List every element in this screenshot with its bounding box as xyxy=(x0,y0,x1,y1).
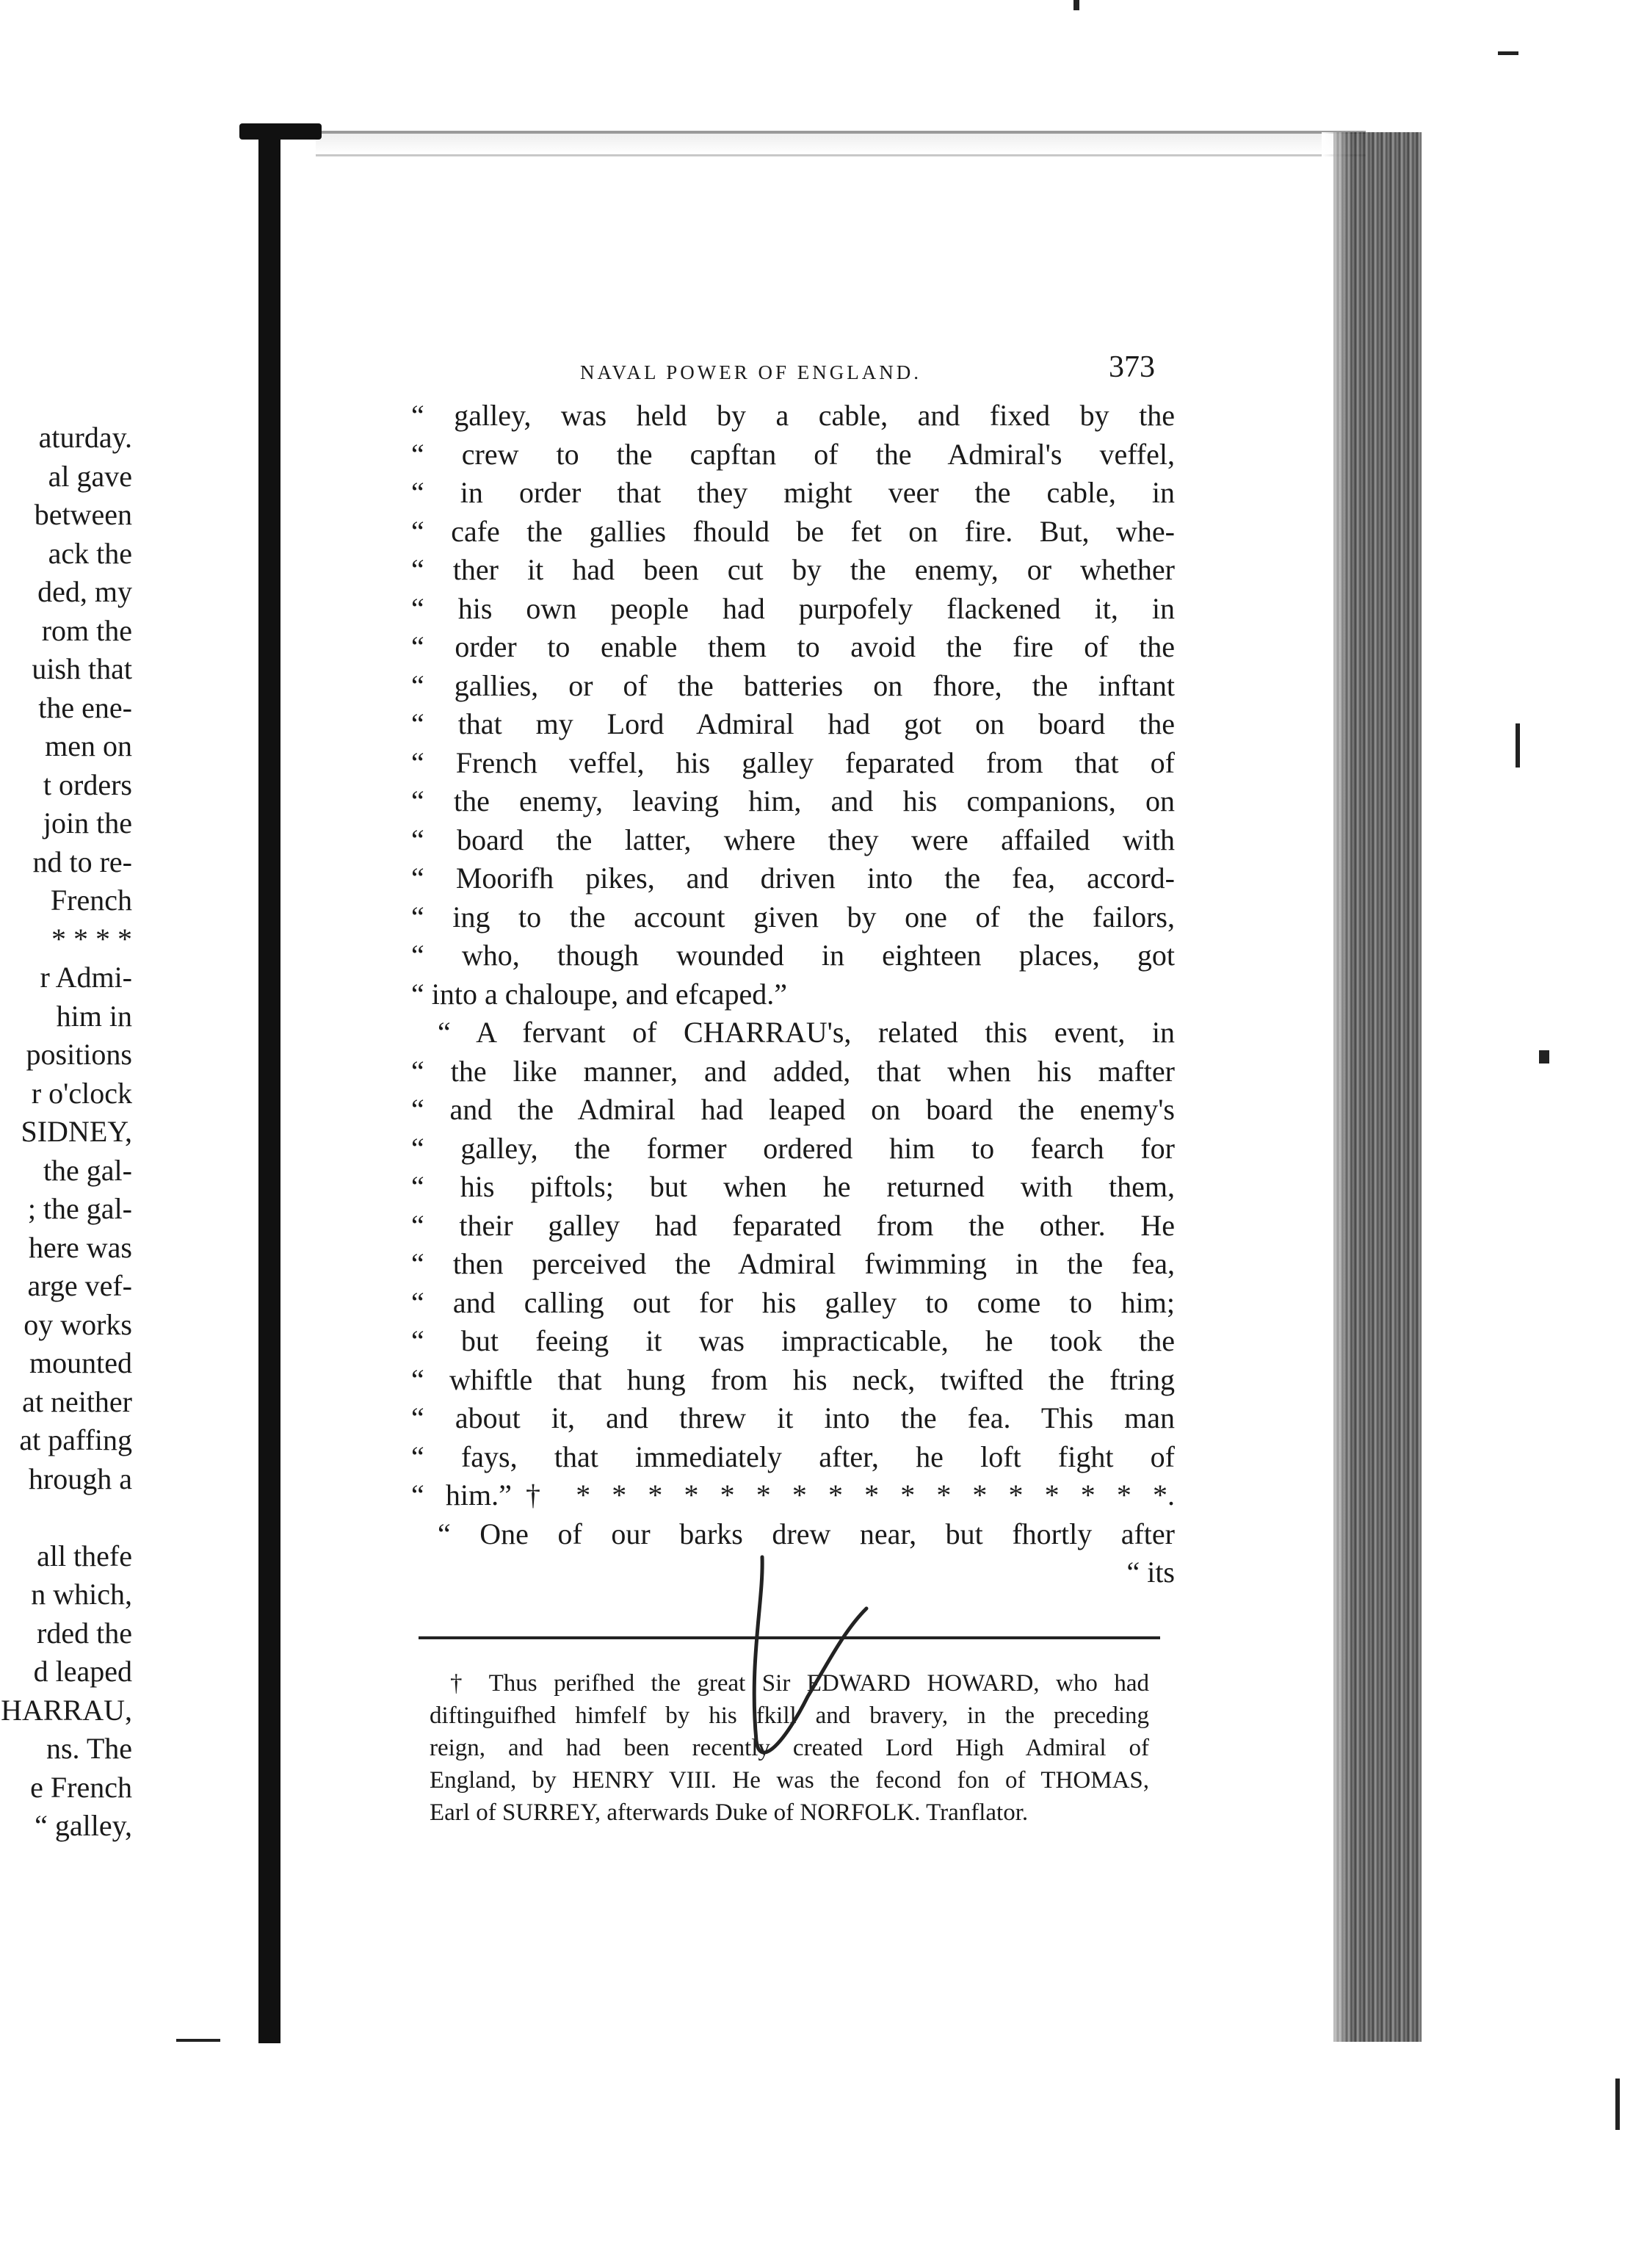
left-line: him in xyxy=(56,999,132,1033)
left-line: all thefe xyxy=(37,1539,132,1572)
left-line: mounted xyxy=(29,1346,132,1379)
gutter-shadow-top xyxy=(239,123,322,140)
page-number: 373 xyxy=(1109,350,1155,384)
scan-speck xyxy=(1539,1050,1549,1063)
main-page xyxy=(411,345,1175,1592)
text-line: “ whiftle that hung from his neck, twifted the ftring xyxy=(411,1362,1175,1396)
text-line: “ galley, the former ordered him to fearch for xyxy=(411,1131,1175,1165)
left-line: rded the xyxy=(37,1616,132,1650)
left-line: hrough a xyxy=(28,1462,132,1495)
text-line: “ their galley had feparated from the other. He xyxy=(411,1208,1175,1242)
text-line: “ ing to the account given by one of the failors, xyxy=(411,900,1175,933)
left-line: SIDNEY, xyxy=(21,1115,132,1148)
left-line: r o'clock xyxy=(31,1076,132,1110)
left-line: at paffing xyxy=(19,1423,132,1456)
text-line: “ into a chaloupe, and efcaped.” xyxy=(411,977,787,1011)
left-line: the ene- xyxy=(38,690,132,724)
left-line xyxy=(0,1498,132,1537)
left-line: men on xyxy=(45,729,132,762)
text-line: “ who, though wounded in eighteen places, got xyxy=(411,939,1175,972)
left-line: rom the xyxy=(41,613,132,647)
text-line: “ the enemy, leaving him, and his companions, on xyxy=(411,784,1175,817)
text-line: “ French veffel, his galley feparated from that of xyxy=(411,745,1175,779)
text-line: “ and calling out for his galley to come to him; xyxy=(411,1285,1175,1319)
left-line: t orders xyxy=(43,768,132,801)
text-line: “ that my Lord Admiral had got on board the xyxy=(411,707,1175,740)
left-line: join the xyxy=(43,806,132,839)
text-line: “ but feeing it was impracticable, he took the xyxy=(411,1324,1175,1357)
running-head xyxy=(411,345,1175,397)
footnote-line: Earl of SURREY, afterwards Duke of NORFOLK. Tranflator. xyxy=(430,1799,1029,1826)
text-line: “ crew to the capftan of the Admiral's veffel, xyxy=(411,437,1175,471)
fore-edge-fade xyxy=(1322,132,1351,2042)
left-line: n which, xyxy=(31,1578,132,1611)
running-title: NAVAL POWER OF ENGLAND. xyxy=(580,361,922,383)
left-line: the gal- xyxy=(43,1153,132,1187)
text-line: “ in order that they might veer the cable, in xyxy=(411,476,1175,509)
text-line: “ One of our barks drew near, but fhortly after xyxy=(438,1517,1175,1550)
footnote-line: diftinguifhed himfelf by his fkill and bravery, in the preceding xyxy=(430,1702,1149,1729)
left-line: between xyxy=(34,498,132,531)
gutter-shadow xyxy=(258,126,280,2043)
text-line: “ and the Admiral had leaped on board the enemy's xyxy=(411,1093,1175,1126)
text-line: “ him.”† * * * * * * * * * * * * * * * * *. xyxy=(411,1478,1175,1512)
scan-speck xyxy=(176,2039,220,2042)
footnote-line: † Thus perifhed the great Sir EDWARD HOWARD, who had xyxy=(450,1670,1149,1697)
left-line: “ galley, xyxy=(35,1809,132,1842)
scan-speck xyxy=(1073,0,1079,10)
text-line: “ then perceived the Admiral fwimming in the fea, xyxy=(411,1247,1175,1280)
left-line: r Admi- xyxy=(40,961,132,994)
text-line: “ Moorifh pikes, and driven into the fea, accord- xyxy=(411,862,1175,895)
left-line: d leaped xyxy=(33,1655,132,1688)
left-line: French xyxy=(50,884,132,917)
text-line: “ cafe the gallies fhould be fet on fire. But, whe- xyxy=(411,514,1175,548)
left-line: HARRAU, xyxy=(1,1693,132,1727)
left-line: ns. The xyxy=(46,1732,132,1765)
page-top-edge xyxy=(316,131,1366,156)
left-line: ack the xyxy=(48,536,132,570)
footnote-line: England, by HENRY VIII. He was the fecond fon of THOMAS, xyxy=(430,1767,1149,1794)
left-page-fragments xyxy=(0,419,132,1846)
left-line: nd to re- xyxy=(32,845,132,878)
text-line: “ gallies, or of the batteries on fhore, the inftant xyxy=(411,668,1175,702)
text-line: “ his piftols; but when he returned with them, xyxy=(411,1170,1175,1203)
left-line: at neither xyxy=(22,1384,132,1418)
text-line: “ his own people had purpofely flackened it, in xyxy=(411,591,1175,625)
text-line: “ fays, that immediately after, he loft fight of xyxy=(411,1440,1175,1473)
text-line: “ galley, was held by a cable, and fixed by the xyxy=(411,399,1175,432)
left-line: ; the gal- xyxy=(27,1192,132,1225)
text-line: “ ther it had been cut by the enemy, or whether xyxy=(411,553,1175,586)
scan-speck xyxy=(1615,2079,1620,2130)
catchword: “ its xyxy=(1126,1556,1175,1589)
text-line: “ order to enable them to avoid the fire of the xyxy=(411,630,1175,663)
left-line: e French xyxy=(30,1770,132,1804)
scan-speck xyxy=(1498,51,1518,55)
text-line: “ about it, and threw it into the fea. This man xyxy=(411,1401,1175,1434)
left-line: here was xyxy=(28,1230,132,1264)
left-line: al gave xyxy=(48,459,132,493)
footnote-line: reign, and had been recently created Lord High Admiral of xyxy=(430,1735,1149,1761)
left-line: arge vef- xyxy=(27,1269,132,1302)
scan-speck xyxy=(1516,723,1520,768)
body-text xyxy=(411,397,1175,1592)
text-line: “ board the latter, where they were affailed with xyxy=(411,823,1175,856)
left-line: uish that xyxy=(32,652,132,685)
left-line: aturday. xyxy=(38,421,132,454)
left-line: positions xyxy=(26,1038,132,1071)
pencil-check-mark xyxy=(720,1550,896,1770)
left-line: oy works xyxy=(23,1307,132,1341)
text-line: “ A fervant of CHARRAU's, related this event, in xyxy=(438,1016,1175,1049)
left-line: ded, my xyxy=(37,575,132,608)
text-line: “ the like manner, and added, that when his mafter xyxy=(411,1054,1175,1088)
left-line: * * * * xyxy=(51,922,132,956)
